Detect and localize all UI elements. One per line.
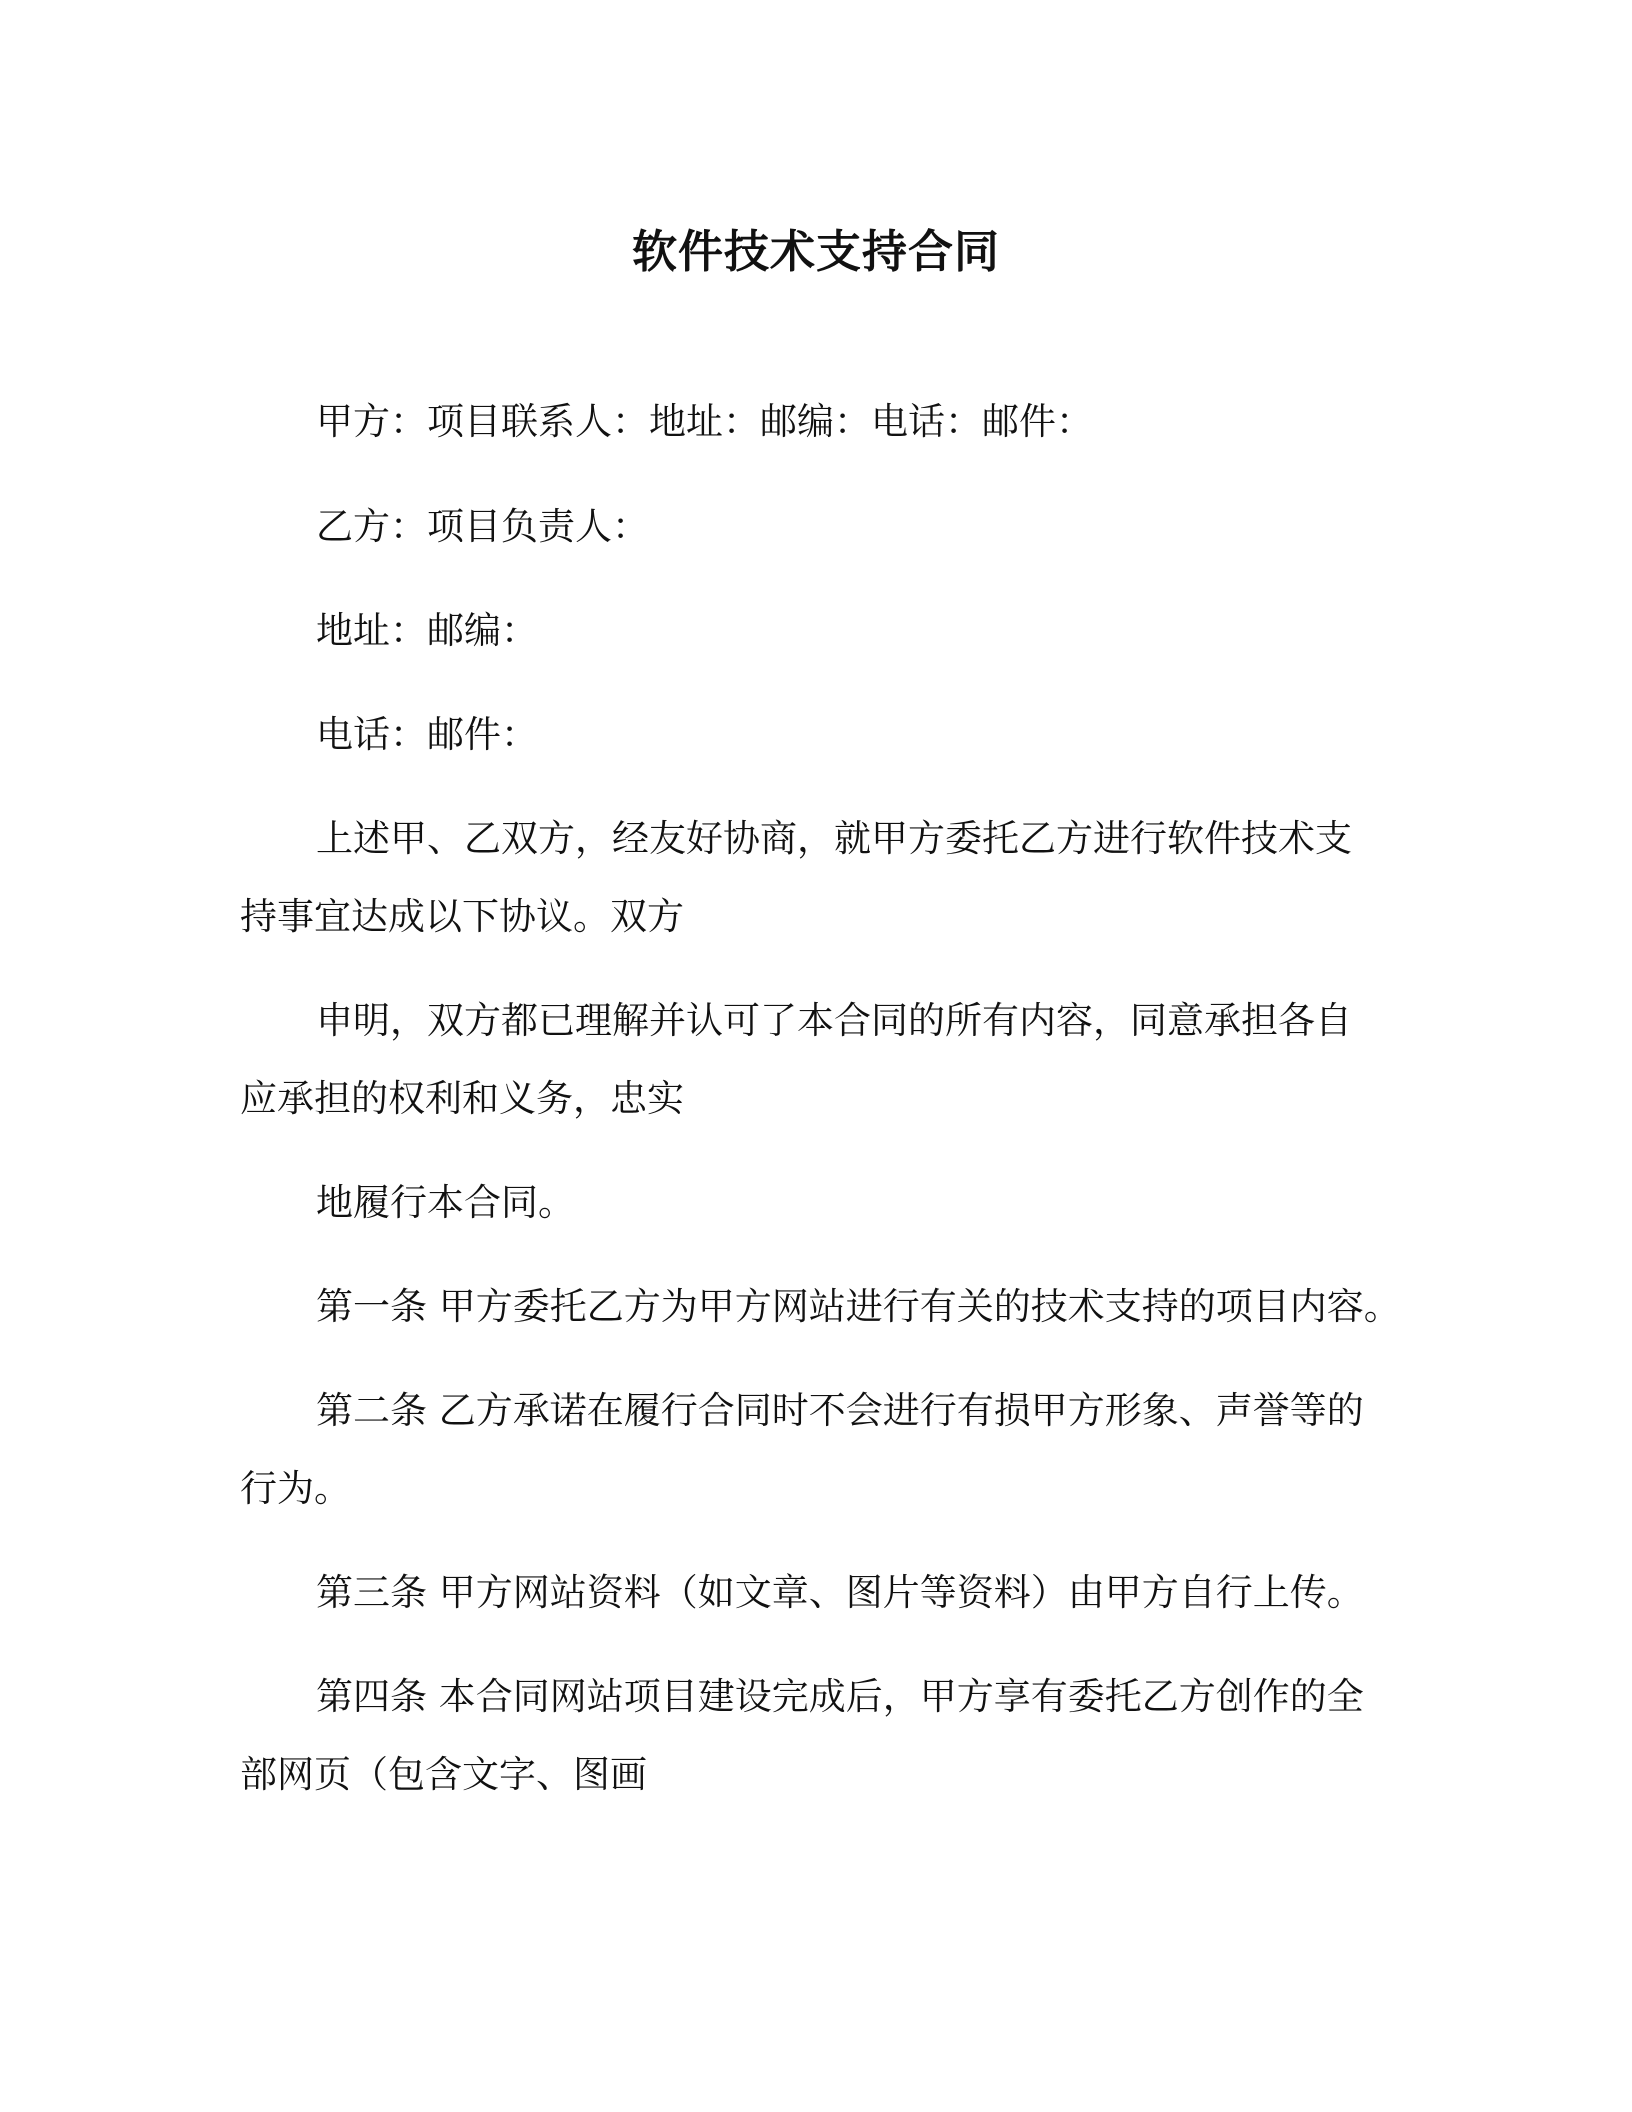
paragraph-line: 第二条 乙方承诺在履行合同时不会进行有损甲方形象、声誉等的 — [316, 1389, 1364, 1432]
paragraph-line: 电话：邮件： — [316, 713, 538, 756]
paragraph-line: 行为。 — [240, 1467, 351, 1510]
party-b-contact — [240, 710, 1390, 760]
paragraph-line: 部网页（包含文字、图画 — [240, 1753, 647, 1796]
paragraph-line: 持事宜达成以下协议。双方 — [240, 895, 684, 938]
paragraph-line: 甲方：项目联系人：地址：邮编：电话：邮件： — [316, 400, 1093, 443]
paragraph-line: 第一条 甲方委托乙方为甲方网站进行有关的技术支持的项目内容。 — [316, 1285, 1401, 1328]
paragraph-line: 第三条 甲方网站资料（如文章、图片等资料）由甲方自行上传。 — [316, 1571, 1364, 1614]
paragraph-line: 申明，双方都已理解并认可了本合同的所有内容，同意承担各自 — [316, 999, 1352, 1042]
article-3 — [240, 1568, 1390, 1618]
declaration-end — [240, 1178, 1390, 1228]
paragraph-line: 第四条 本合同网站项目建设完成后，甲方享有委托乙方创作的全 — [316, 1675, 1364, 1718]
party-a-info — [240, 397, 1390, 447]
paragraph-line: 地址：邮编： — [316, 609, 538, 652]
article-4 — [240, 1672, 1390, 1800]
party-b-info — [240, 502, 1390, 552]
preamble-paragraph — [240, 814, 1390, 942]
declaration-paragraph — [240, 996, 1390, 1124]
party-b-address — [240, 606, 1390, 656]
paragraph-line: 上述甲、乙双方，经友好协商，就甲方委托乙方进行软件技术支 — [316, 817, 1352, 860]
paragraph-line: 应承担的权利和义务，忠实 — [240, 1077, 684, 1120]
article-2 — [240, 1386, 1390, 1514]
paragraph-line: 地履行本合同。 — [316, 1181, 575, 1224]
paragraph-line: 乙方：项目负责人： — [316, 505, 649, 548]
document-title: 软件技术支持合同 — [631, 225, 1000, 278]
article-1 — [240, 1282, 1401, 1332]
